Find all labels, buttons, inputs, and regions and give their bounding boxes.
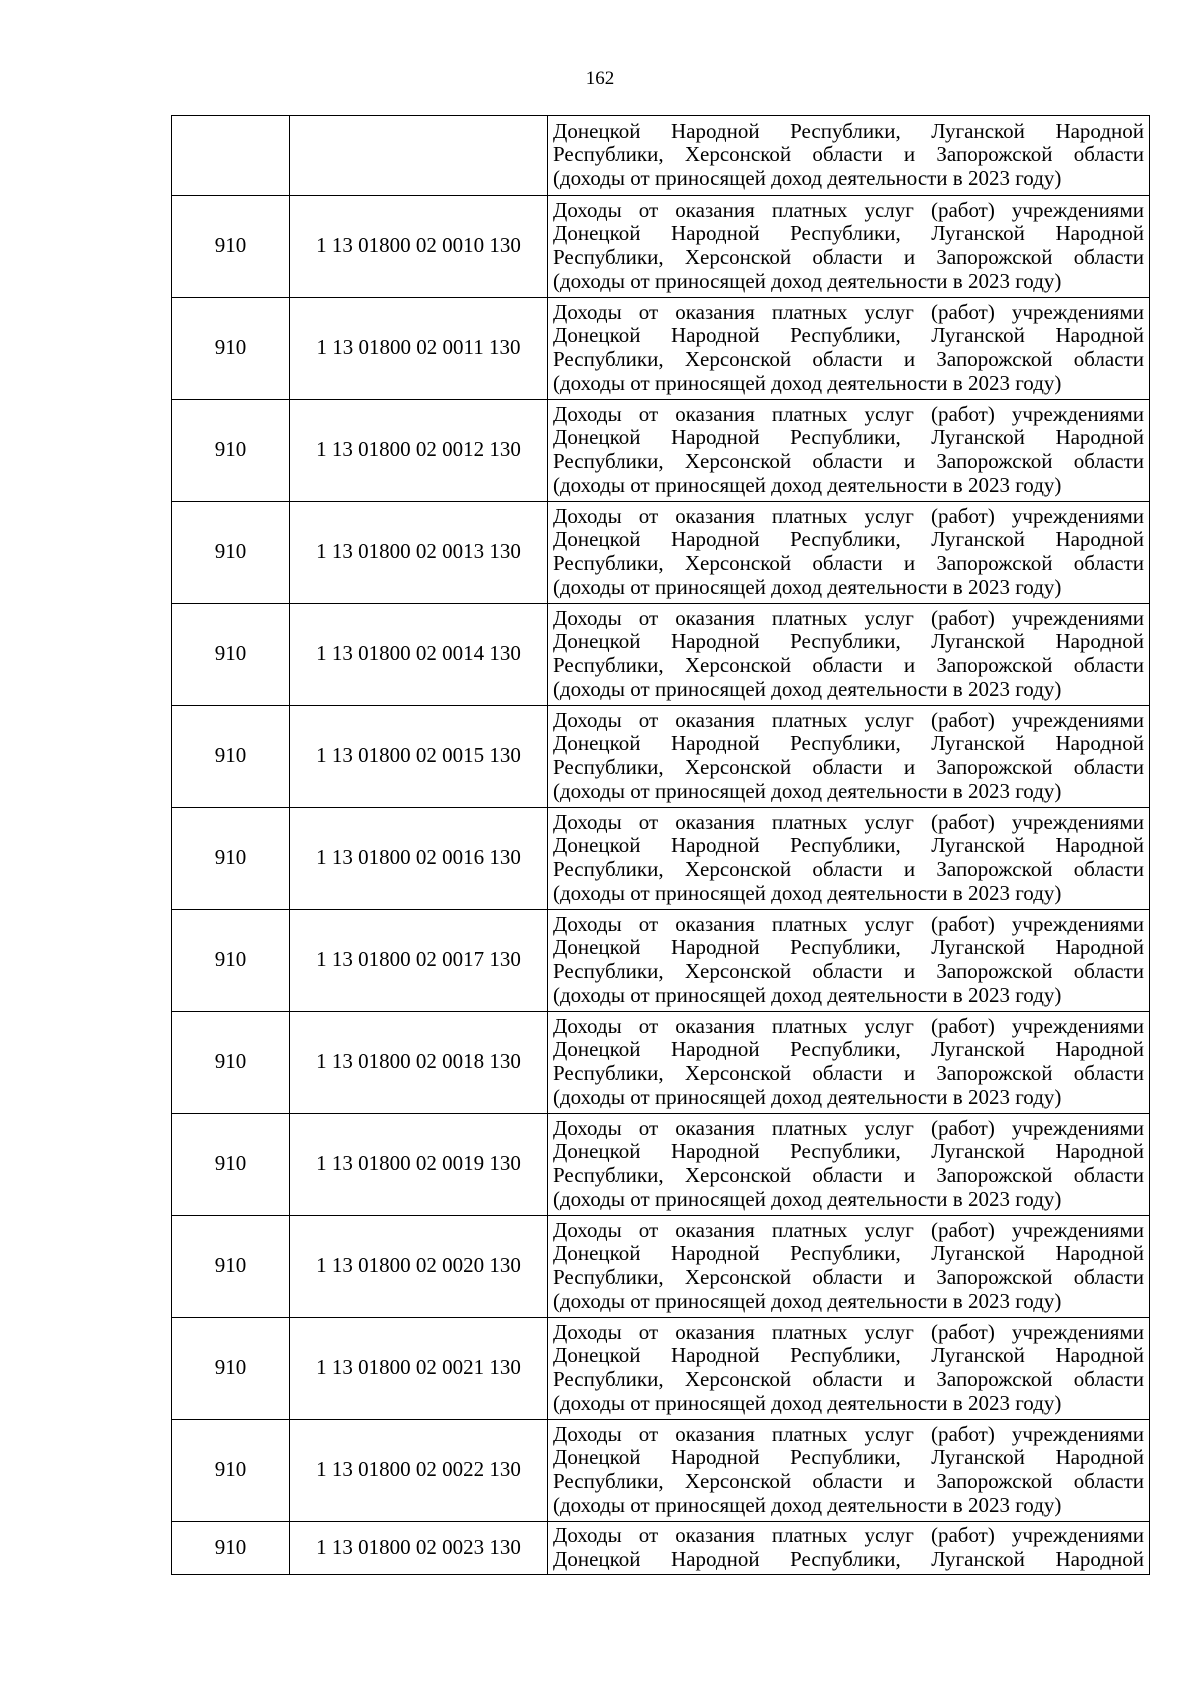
budget-code-cell: 1 13 01800 02 0018 130 — [290, 1012, 548, 1114]
table-row — [172, 1012, 1150, 1114]
description-line: Донецкой Народной Республики, Луганской Народной — [553, 323, 1144, 348]
description-line: Республики, Херсонской области и Запорожской области — [553, 1367, 1144, 1391]
admin-code-cell: 910 — [172, 808, 290, 910]
description-line: Республики, Херсонской области и Запорожской области — [553, 1469, 1144, 1493]
budget-code-cell: 1 13 01800 02 0017 130 — [290, 910, 548, 1012]
admin-code-cell: 910 — [172, 1522, 290, 1575]
description-line: Республики, Херсонской области и Запорожской области — [553, 449, 1144, 473]
description-cell — [548, 706, 1150, 808]
description-line: Доходы от оказания платных услуг (работ) учреждениями — [553, 401, 1144, 426]
description-line: Донецкой Народной Республики, Луганской Народной — [553, 425, 1144, 450]
budget-code-cell: 1 13 01800 02 0020 130 — [290, 1216, 548, 1318]
description-line: Донецкой Народной Республики, Луганской Народной — [553, 731, 1144, 756]
admin-code-cell: 910 — [172, 1420, 290, 1522]
description-cell — [548, 1522, 1150, 1575]
description-line: Донецкой Народной Республики, Луганской Народной — [553, 527, 1144, 552]
budget-code-cell: 1 13 01800 02 0011 130 — [290, 298, 548, 400]
description-line: (доходы от приносящей доход деятельности в 2023 году) — [553, 1390, 1062, 1415]
admin-code-cell: 910 — [172, 502, 290, 604]
description-cell — [548, 502, 1150, 604]
admin-code-cell: 910 — [172, 196, 290, 298]
description-line: Республики, Херсонской области и Запорожской области — [553, 755, 1144, 779]
description-cell — [548, 1114, 1150, 1216]
description-line: Донецкой Народной Республики, Луганской Народной — [553, 1445, 1144, 1470]
description-line: Доходы от оказания платных услуг (работ) учреждениями — [553, 197, 1144, 222]
description-line: Доходы от оказания платных услуг (работ) учреждениями — [553, 1319, 1144, 1344]
description-line: Доходы от оказания платных услуг (работ) учреждениями — [553, 503, 1144, 528]
description-line: Республики, Херсонской области и Запорожской области — [553, 245, 1144, 269]
description-line: Республики, Херсонской области и Запорожской области — [553, 347, 1144, 371]
description-line: (доходы от приносящей доход деятельности в 2023 году) — [553, 1186, 1062, 1211]
budget-code-cell: 1 13 01800 02 0014 130 — [290, 604, 548, 706]
table-row — [172, 1420, 1150, 1522]
description-line: Республики, Херсонской области и Запорожской области — [553, 959, 1144, 983]
description-cell — [548, 1420, 1150, 1522]
admin-code-cell — [172, 116, 290, 196]
budget-code-cell — [290, 116, 548, 196]
table-row — [172, 808, 1150, 910]
budget-code-cell: 1 13 01800 02 0016 130 — [290, 808, 548, 910]
table-row — [172, 400, 1150, 502]
table-row-continuation — [172, 116, 1150, 196]
budget-code-cell: 1 13 01800 02 0019 130 — [290, 1114, 548, 1216]
description-line: Доходы от оказания платных услуг (работ) учреждениями — [553, 605, 1144, 630]
budget-code-cell: 1 13 01800 02 0010 130 — [290, 196, 548, 298]
admin-code-cell: 910 — [172, 1012, 290, 1114]
table-row — [172, 1114, 1150, 1216]
admin-code-cell: 910 — [172, 1216, 290, 1318]
budget-code-cell: 1 13 01800 02 0021 130 — [290, 1318, 548, 1420]
description-line: (доходы от приносящей доход деятельности в 2023 году) — [553, 1288, 1062, 1313]
description-line: Доходы от оказания платных услуг (работ) учреждениями — [553, 809, 1144, 834]
table-row — [172, 706, 1150, 808]
description-cell — [548, 298, 1150, 400]
description-line: Республики, Херсонской области и Запорожской области — [553, 857, 1144, 881]
description-line: Донецкой Народной Республики, Луганской Народной — [553, 118, 1144, 143]
table-row — [172, 1318, 1150, 1420]
description-line: Донецкой Народной Республики, Луганской Народной — [553, 1139, 1144, 1164]
admin-code-cell: 910 — [172, 604, 290, 706]
description-line: Республики, Херсонской области и Запорожской области — [553, 1061, 1144, 1085]
description-line: Доходы от оказания платных услуг (работ) учреждениями — [553, 707, 1144, 732]
description-line: Донецкой Народной Республики, Луганской Народной — [553, 629, 1144, 654]
description-line: (доходы от приносящей доход деятельности в 2023 году) — [553, 676, 1062, 701]
description-line: (доходы от приносящей доход деятельности в 2023 году) — [553, 574, 1062, 599]
description-line: Доходы от оказания платных услуг (работ) учреждениями — [553, 1523, 1144, 1547]
description-line: Доходы от оказания платных услуг (работ) учреждениями — [553, 911, 1144, 936]
description-line: (доходы от приносящей доход деятельности в 2023 году) — [553, 982, 1062, 1007]
description-line: Донецкой Народной Республики, Луганской Народной — [553, 1037, 1144, 1062]
description-line: Донецкой Народной Республики, Луганской Народной — [553, 221, 1144, 246]
description-line: (доходы от приносящей доход деятельности в 2023 году) — [553, 880, 1062, 905]
description-line: Донецкой Народной Республики, Луганской Народной — [553, 1241, 1144, 1266]
description-cell — [548, 604, 1150, 706]
table-body — [172, 116, 1150, 1575]
description-line: (доходы от приносящей доход деятельности в 2023 году) — [553, 1084, 1062, 1109]
description-cell — [548, 910, 1150, 1012]
revenue-codes-table — [171, 115, 1150, 1575]
admin-code-cell: 910 — [172, 1114, 290, 1216]
budget-code-cell: 1 13 01800 02 0023 130 — [290, 1522, 548, 1575]
description-line: Республики, Херсонской области и Запорожской области — [553, 142, 1144, 167]
description-line: (доходы от приносящей доход деятельности в 2023 году) — [553, 778, 1062, 803]
description-line: Республики, Херсонской области и Запорожской области — [553, 1163, 1144, 1187]
description-line: Доходы от оказания платных услуг (работ) учреждениями — [553, 1115, 1144, 1140]
description-line: Республики, Херсонской области и Запорожской области — [553, 551, 1144, 575]
table-row — [172, 502, 1150, 604]
budget-code-cell: 1 13 01800 02 0012 130 — [290, 400, 548, 502]
table-row — [172, 604, 1150, 706]
budget-code-cell: 1 13 01800 02 0013 130 — [290, 502, 548, 604]
description-line: Донецкой Народной Республики, Луганской Народной — [553, 1546, 1144, 1571]
description-cell — [548, 400, 1150, 502]
description-line: Доходы от оказания платных услуг (работ) учреждениями — [553, 1217, 1144, 1242]
page-number: 162 — [585, 68, 615, 89]
budget-code-cell: 1 13 01800 02 0015 130 — [290, 706, 548, 808]
description-line: Доходы от оказания платных услуг (работ) учреждениями — [553, 299, 1144, 324]
description-cell — [548, 116, 1150, 196]
description-line: (доходы от приносящей доход деятельности в 2023 году) — [553, 165, 1062, 190]
description-line: (доходы от приносящей доход деятельности в 2023 году) — [553, 472, 1062, 497]
description-cell — [548, 196, 1150, 298]
admin-code-cell: 910 — [172, 1318, 290, 1420]
admin-code-cell: 910 — [172, 910, 290, 1012]
description-cell — [548, 1012, 1150, 1114]
budget-code-cell: 1 13 01800 02 0022 130 — [290, 1420, 548, 1522]
table-row — [172, 1522, 1150, 1575]
table-row — [172, 1216, 1150, 1318]
table-row — [172, 910, 1150, 1012]
description-line: Донецкой Народной Республики, Луганской Народной — [553, 833, 1144, 858]
admin-code-cell: 910 — [172, 706, 290, 808]
description-line: Республики, Херсонской области и Запорожской области — [553, 653, 1144, 677]
description-line: (доходы от приносящей доход деятельности в 2023 году) — [553, 1492, 1062, 1517]
admin-code-cell: 910 — [172, 298, 290, 400]
table-row — [172, 196, 1150, 298]
description-line: Доходы от оказания платных услуг (работ) учреждениями — [553, 1421, 1144, 1446]
description-line: Донецкой Народной Республики, Луганской Народной — [553, 935, 1144, 960]
description-cell — [548, 1318, 1150, 1420]
description-line: (доходы от приносящей доход деятельности в 2023 году) — [553, 370, 1062, 395]
description-line: Республики, Херсонской области и Запорожской области — [553, 1265, 1144, 1289]
description-line: Донецкой Народной Республики, Луганской Народной — [553, 1343, 1144, 1368]
description-line: (доходы от приносящей доход деятельности в 2023 году) — [553, 268, 1062, 293]
description-cell — [548, 808, 1150, 910]
description-cell — [548, 1216, 1150, 1318]
admin-code-cell: 910 — [172, 400, 290, 502]
description-line: Доходы от оказания платных услуг (работ) учреждениями — [553, 1013, 1144, 1038]
table-row — [172, 298, 1150, 400]
